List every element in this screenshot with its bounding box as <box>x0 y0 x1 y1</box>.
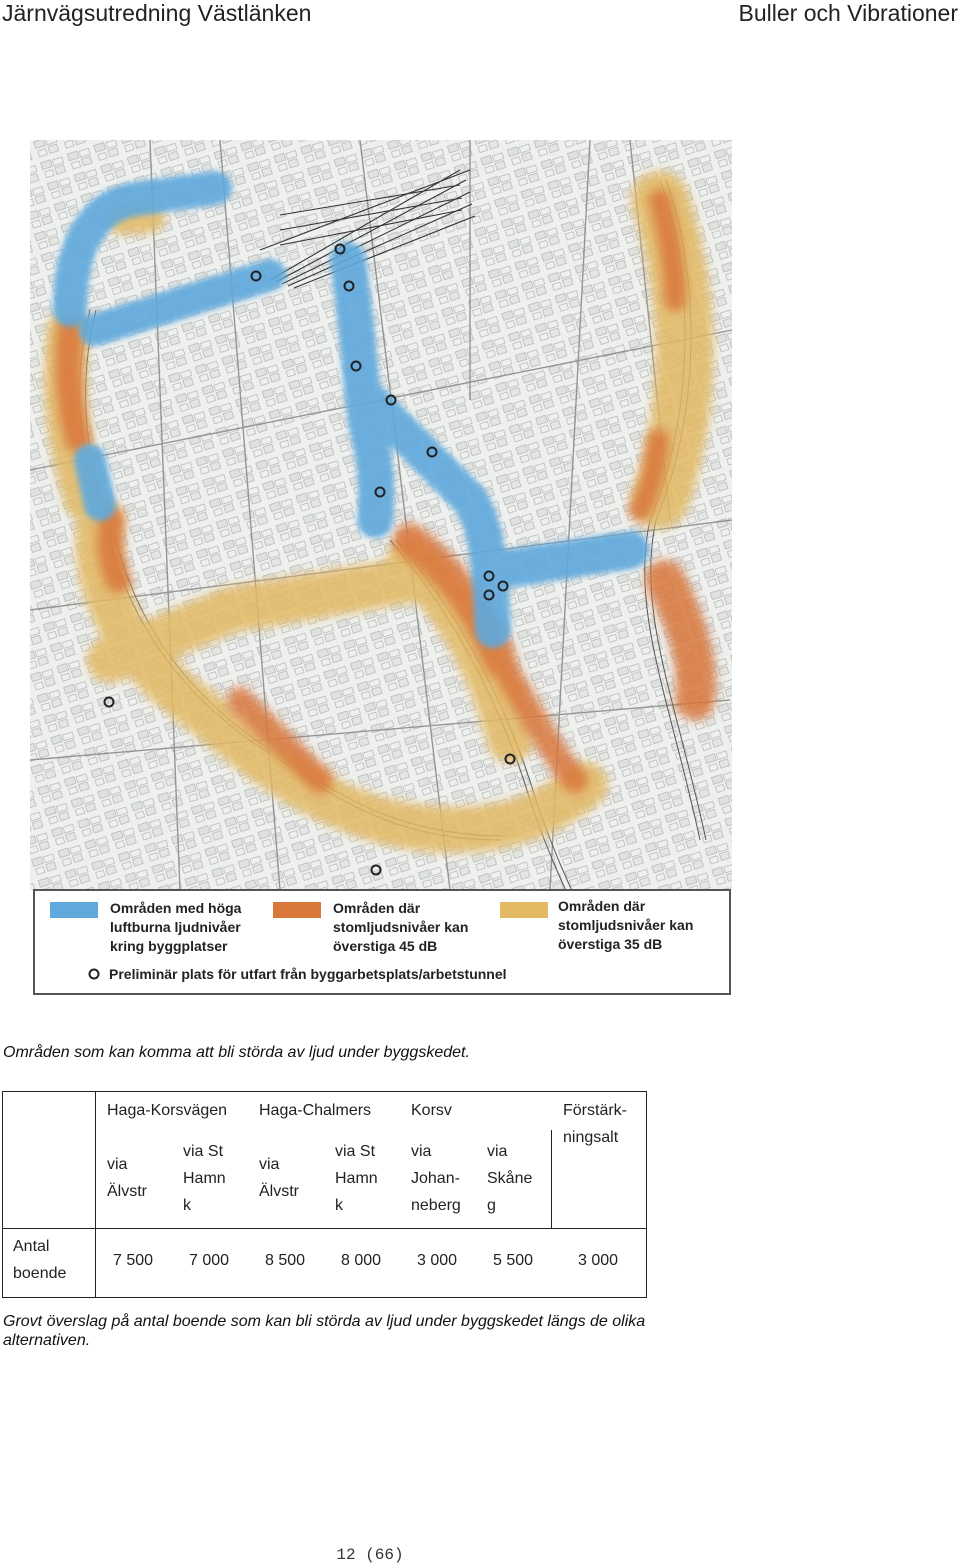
divider <box>551 1130 552 1228</box>
row-label-line2: boende <box>13 1265 67 1282</box>
legend-yellow-text: Områden där stomljudsnivåer kan överstiga 35 dB <box>558 898 694 952</box>
subcol-3-line2: Älvstr <box>259 1183 299 1200</box>
subcol-1-line1: via <box>107 1156 128 1173</box>
subcol-4-line3: k <box>335 1197 343 1214</box>
row-label-line1: Antal <box>13 1238 50 1255</box>
group-korsv: Korsv <box>411 1102 452 1119</box>
map-caption: Områden som kan komma att bli störda av ljud under byggskedet. <box>3 1044 470 1061</box>
subcol-3-line1: via <box>259 1156 280 1173</box>
legend-orange-text: Områden där stomljudsnivåer kan överstiga 45 dB <box>333 900 469 954</box>
legend-swatch-yellow <box>500 902 548 918</box>
residents-table <box>2 1091 647 1298</box>
group-forstarkningsalt-cont: ningsalt <box>563 1129 619 1146</box>
map-legend <box>34 890 730 994</box>
value-cell: 3 000 <box>578 1252 619 1269</box>
legend-blue-text: Områden med höga luftburna ljudnivåer kring byggplatser <box>110 900 242 954</box>
subcol-5-line3: neberg <box>411 1197 461 1214</box>
subcol-5-line2: Johan- <box>411 1170 460 1187</box>
group-haga-chalmers: Haga-Chalmers <box>259 1102 372 1119</box>
subcol-2-line3: k <box>183 1197 191 1214</box>
legend-swatch-blue <box>50 902 98 918</box>
legend-circle-text: Preliminär plats för utfart från byggarbetsplats/arbetstunnel <box>109 966 507 982</box>
noise-map <box>30 140 732 1000</box>
group-haga-korsvagen: Haga-Korsvägen <box>107 1102 228 1119</box>
value-cell: 8 000 <box>341 1252 382 1269</box>
value-cell: 7 000 <box>189 1252 230 1269</box>
legend-swatch-orange <box>273 902 321 918</box>
page-number: 12 (66) <box>336 1546 404 1564</box>
value-cell: 8 500 <box>265 1252 306 1269</box>
table-corner <box>3 1092 96 1229</box>
subcol-5-line1: via <box>411 1143 432 1160</box>
subcol-2-line2: Hamn <box>183 1170 226 1187</box>
value-cell: 5 500 <box>493 1252 534 1269</box>
group-forstarkningsalt: Förstärk- <box>563 1102 627 1119</box>
document-title: Järnvägsutredning Västlänken <box>2 0 312 26</box>
subcol-4-line2: Hamn <box>335 1170 378 1187</box>
subcol-6-line1: via <box>487 1143 508 1160</box>
table-caption: Grovt överslag på antal boende som kan bli störda av ljud under byggskedet längs de olika alternativen. <box>3 1313 646 1349</box>
value-cell: 3 000 <box>417 1252 458 1269</box>
subcol-6-line3: g <box>487 1197 496 1214</box>
subcol-6-line2: Skåne <box>487 1170 533 1187</box>
subcol-4-line1: via St <box>335 1143 376 1160</box>
value-cell: 7 500 <box>113 1252 154 1269</box>
subcol-1-line2: Älvstr <box>107 1183 147 1200</box>
document-section: Buller och Vibrationer <box>738 0 958 26</box>
subcol-2-line1: via St <box>183 1143 224 1160</box>
